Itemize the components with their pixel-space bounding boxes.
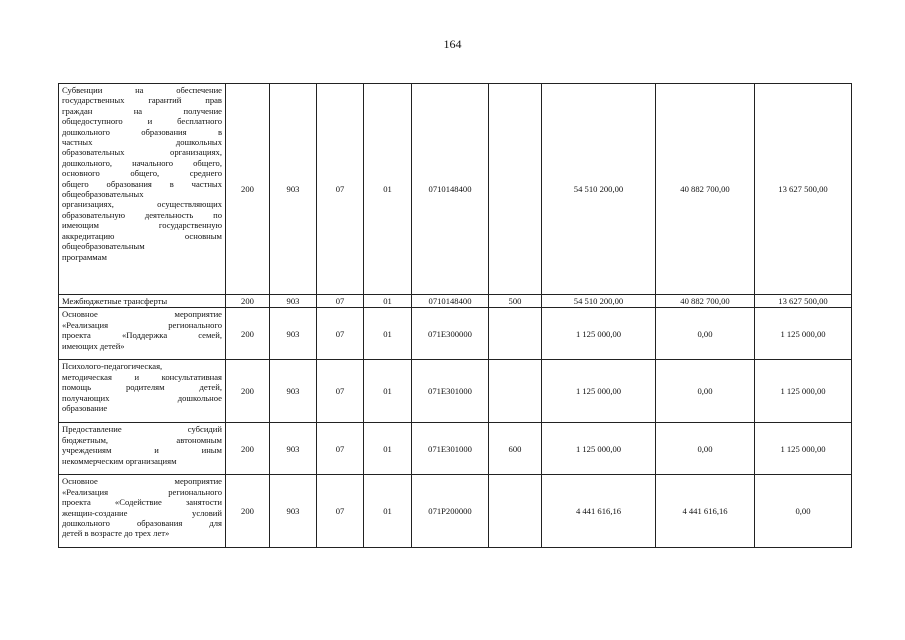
amount-federal-cell: 1 125 000,00: [755, 423, 852, 475]
expense-type-cell: [489, 360, 542, 423]
item-name-line: учреждениям и иным: [62, 445, 222, 456]
section-code-cell: 07: [317, 360, 364, 423]
subsection-code-cell: 01: [364, 295, 412, 308]
amount-regional-cell: 40 882 700,00: [656, 84, 755, 295]
target-article-cell: 0710148400: [412, 295, 489, 308]
amount-federal-cell: 1 125 000,00: [755, 360, 852, 423]
amount-total-cell: 1 125 000,00: [542, 308, 656, 360]
item-name-line: общего образования в частных: [62, 178, 222, 189]
amount-total-cell: 54 510 200,00: [542, 84, 656, 295]
item-name-line: общеобразовательным: [62, 241, 145, 252]
item-name-line: Субвенции на обеспечение: [62, 85, 222, 95]
item-name-line: образовательную деятельность по: [62, 209, 222, 220]
subsection-code-cell: 01: [364, 423, 412, 475]
expense-type-cell: [489, 308, 542, 360]
amount-regional-cell: 0,00: [656, 423, 755, 475]
admin-code-cell: 200: [226, 360, 270, 423]
item-name-cell: [59, 295, 226, 308]
item-name-line: «Реализация регионального: [62, 319, 222, 330]
admin-code-cell: 200: [226, 84, 270, 295]
item-name-line: дошкольного образования для: [62, 518, 222, 529]
budget-table: [58, 83, 852, 548]
target-article-cell: 071Е301000: [412, 360, 489, 423]
item-name-line: методическая и консультативная: [62, 371, 222, 382]
amount-regional-cell: 4 441 616,16: [656, 475, 755, 548]
admin-code-cell: 200: [226, 308, 270, 360]
item-name-cell: [59, 308, 226, 360]
target-article-cell: 071Р200000: [412, 475, 489, 548]
item-name-line: Психолого-педагогическая,: [62, 361, 163, 372]
item-name-line: Основное мероприятие: [62, 309, 222, 320]
item-name-line: дошкольного образования в: [62, 126, 222, 137]
section-code-cell: 07: [317, 295, 364, 308]
item-name-line: бюджетным, автономным: [62, 434, 222, 445]
item-name-cell: [59, 475, 226, 548]
section-code-cell: 07: [317, 84, 364, 295]
item-name-line: дошкольного, начального общего,: [62, 157, 222, 168]
department-code-cell: 903: [270, 360, 317, 423]
subsection-code-cell: 01: [364, 475, 412, 548]
subsection-code-cell: 01: [364, 308, 412, 360]
department-code-cell: 903: [270, 84, 317, 295]
target-article-cell: 0710148400: [412, 84, 489, 295]
item-name-line: Основное мероприятие: [62, 476, 222, 487]
amount-federal-cell: 13 627 500,00: [755, 84, 852, 295]
item-name-line: детей в возрасте до трех лет»: [62, 528, 170, 539]
subsection-code-cell: 01: [364, 84, 412, 295]
amount-total-cell: 1 125 000,00: [542, 360, 656, 423]
expense-type-cell: [489, 475, 542, 548]
item-name-cell: [59, 423, 226, 475]
item-name-line: некоммерческим организациям: [62, 455, 177, 466]
expense-type-cell: 600: [489, 423, 542, 475]
amount-federal-cell: 1 125 000,00: [755, 308, 852, 360]
amount-total-cell: 4 441 616,16: [542, 475, 656, 548]
department-code-cell: 903: [270, 308, 317, 360]
amount-regional-cell: 40 882 700,00: [656, 295, 755, 308]
amount-regional-cell: 0,00: [656, 308, 755, 360]
item-name-line: проекта «Поддержка семей,: [62, 330, 222, 341]
table-row: [59, 360, 852, 423]
amount-total-cell: 1 125 000,00: [542, 423, 656, 475]
item-name-line: образование: [62, 403, 108, 414]
item-name-line: имеющих детей»: [62, 340, 125, 351]
section-code-cell: 07: [317, 308, 364, 360]
page-number: 164: [443, 37, 462, 51]
item-name-line: Межбюджетные трансферты: [62, 296, 168, 306]
table-row: [59, 423, 852, 475]
table-body: [59, 84, 852, 548]
item-name-line: государственных гарантий прав: [62, 95, 222, 106]
item-name-line: помощь родителям детей,: [62, 382, 222, 393]
table-row: [59, 84, 852, 295]
amount-regional-cell: 0,00: [656, 360, 755, 423]
amount-federal-cell: 0,00: [755, 475, 852, 548]
table-row: [59, 295, 852, 308]
item-name-line: проекта «Содействие занятости: [62, 497, 222, 508]
item-name-line: «Реализация регионального: [62, 486, 222, 497]
section-code-cell: 07: [317, 475, 364, 548]
item-name-line: частных дошкольных: [62, 137, 222, 148]
item-name-cell: [59, 84, 226, 295]
department-code-cell: 903: [270, 475, 317, 548]
section-code-cell: 07: [317, 423, 364, 475]
item-name-line: аккредитацию основным: [62, 230, 222, 241]
target-article-cell: 071Е301000: [412, 423, 489, 475]
item-name-line: организациях, осуществляющих: [62, 199, 222, 210]
admin-code-cell: 200: [226, 475, 270, 548]
item-name-line: программам: [62, 251, 107, 262]
admin-code-cell: 200: [226, 423, 270, 475]
item-name-line: общеобразовательных: [62, 189, 144, 200]
item-name-line: общедоступного и бесплатного: [62, 116, 222, 127]
table-row: [59, 475, 852, 548]
item-name-line: получающих дошкольное: [62, 392, 222, 403]
subsection-code-cell: 01: [364, 360, 412, 423]
item-name-line: образовательных организациях,: [62, 147, 222, 158]
expense-type-cell: 500: [489, 295, 542, 308]
item-name-line: основного общего, среднего: [62, 168, 222, 179]
item-name-line: граждан на получение: [62, 105, 222, 116]
item-name-line: женщин-создание условий: [62, 507, 222, 518]
admin-code-cell: 200: [226, 295, 270, 308]
target-article-cell: 071Е300000: [412, 308, 489, 360]
amount-federal-cell: 13 627 500,00: [755, 295, 852, 308]
amount-total-cell: 54 510 200,00: [542, 295, 656, 308]
item-name-cell: [59, 360, 226, 423]
item-name-line: имеющим государственную: [62, 220, 222, 231]
item-name-line: Предоставление субсидий: [62, 424, 222, 435]
expense-type-cell: [489, 84, 542, 295]
department-code-cell: 903: [270, 295, 317, 308]
department-code-cell: 903: [270, 423, 317, 475]
table-row: [59, 308, 852, 360]
